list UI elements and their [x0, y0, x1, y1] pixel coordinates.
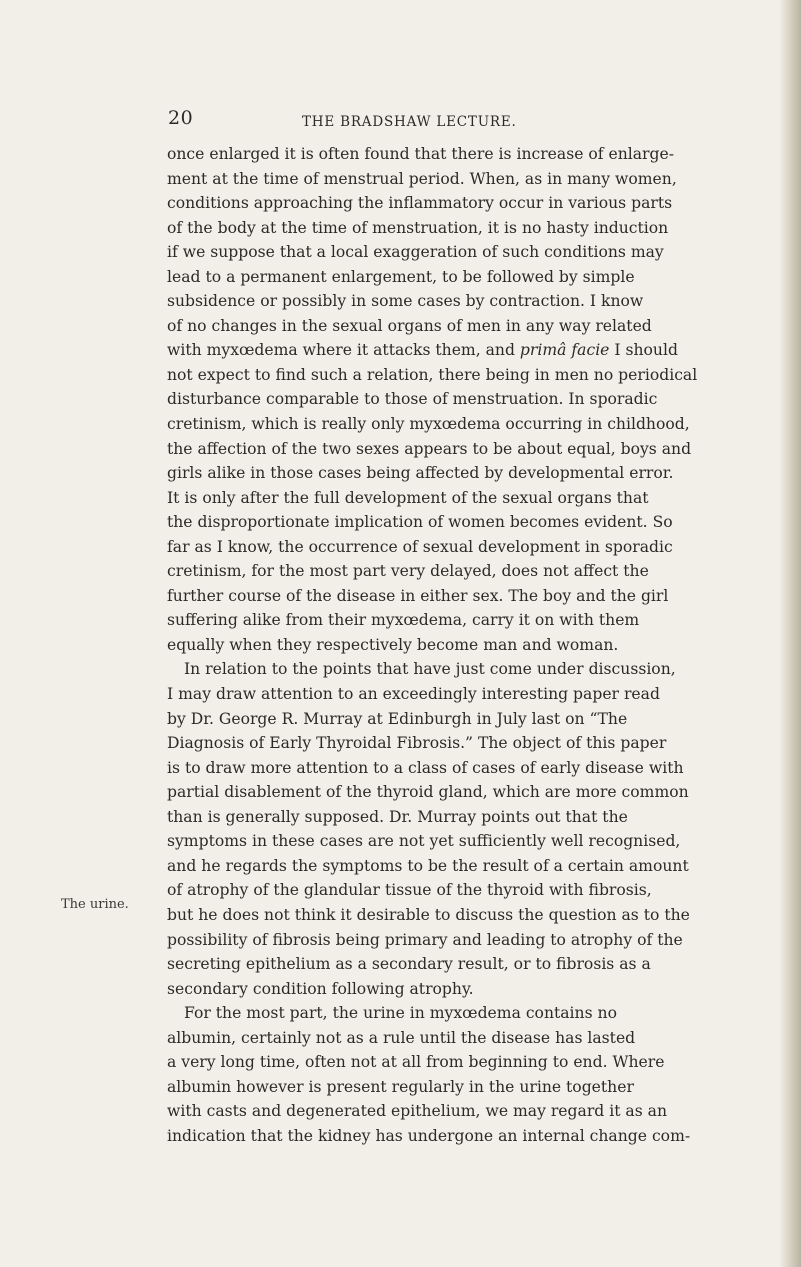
text-line: the disproportionate implication of women becomes evident. So: [167, 513, 673, 532]
text-line: cretinism, for the most part very delayed, does not affect the: [167, 562, 649, 581]
text-line: [167, 338, 678, 363]
text-line: further course of the disease in either sex. The boy and the girl: [167, 586, 669, 605]
text-line: of atrophy of the glandular tissue of the thyroid with fibrosis,: [167, 881, 652, 900]
text-line: albumin, certainly not as a rule until the disease has lasted: [167, 1028, 636, 1047]
text-line: of the body at the time of menstruation, it is no hasty induction: [167, 218, 669, 237]
text-line: conditions approaching the inflammatory occur in various parts: [167, 194, 673, 213]
margin-note: The urine.: [61, 897, 129, 912]
text-line: indication that the kidney has undergone an internal change com-: [167, 1126, 691, 1145]
text-line: For the most part, the urine in myxœdema contains no: [184, 1004, 617, 1023]
text-line: but he does not think it desirable to discuss the question as to the: [167, 905, 690, 924]
text-line: if we suppose that a local exaggeration of such conditions may: [167, 243, 664, 262]
text-line: It is only after the full development of the sexual organs that: [167, 488, 649, 507]
text-line: not expect to find such a relation, there being in men no periodical: [167, 365, 698, 384]
body-text: [167, 142, 698, 1148]
text-line: In relation to the points that have just come under discussion,: [184, 660, 676, 679]
text-line: Diagnosis of Early Thyroidal Fibrosis.” The object of this paper: [167, 734, 667, 753]
text-line: and he regards the symptoms to be the result of a certain amount: [167, 856, 689, 875]
text-line: disturbance comparable to those of menstruation. In sporadic: [167, 390, 658, 409]
text-line: far as I know, the occurrence of sexual development in sporadic: [167, 537, 673, 556]
text-line: I may draw attention to an exceedingly interesting paper read: [167, 685, 660, 704]
italic-phrase: primâ facie: [519, 341, 610, 360]
page-number: 20: [168, 107, 194, 129]
text-line: girls alike in those cases being affected by developmental error.: [167, 464, 674, 483]
text-line: secreting epithelium as a secondary result, or to fibrosis as a: [167, 955, 651, 974]
page-edge-shadow: [779, 0, 801, 1267]
text-line: once enlarged it is often found that there is increase of enlarge-: [167, 145, 674, 163]
text-line: than is generally supposed. Dr. Murray points out that the: [167, 807, 628, 826]
text-line: by Dr. George R. Murray at Edinburgh in July last on “The: [167, 709, 628, 728]
text-line: of no changes in the sexual organs of men in any way related: [167, 316, 652, 335]
text-line: a very long time, often not at all from beginning to end. Where: [167, 1053, 665, 1072]
text-line: secondary condition following atrophy.: [167, 979, 474, 998]
text-line: subsidence or possibly in some cases by contraction. I know: [167, 292, 644, 311]
text-line: albumin however is present regularly in the urine together: [167, 1077, 634, 1096]
running-title: THE BRADSHAW LECTURE.: [302, 114, 517, 130]
text-line: lead to a permanent enlargement, to be followed by simple: [167, 267, 635, 286]
text-line: possibility of fibrosis being primary and leading to atrophy of the: [167, 930, 683, 949]
text-line: cretinism, which is really only myxœdema occurring in childhood,: [167, 415, 690, 434]
text-run: with myxœdema where it attacks them, and: [167, 341, 520, 360]
text-line: with casts and degenerated epithelium, we may regard it as an: [167, 1102, 668, 1121]
text-line: is to draw more attention to a class of cases of early disease with: [167, 758, 684, 777]
text-line: equally when they respectively become man and woman.: [167, 635, 619, 654]
text-run: I should: [609, 341, 678, 360]
text-line: partial disablement of the thyroid gland, which are more common: [167, 783, 689, 802]
text-line: the affection of the two sexes appears to be about equal, boys and: [167, 439, 692, 458]
text-line: suffering alike from their myxœdema, carry it on with them: [167, 611, 640, 630]
text-line: symptoms in these cases are not yet sufficiently well recognised,: [167, 832, 681, 851]
text-line: ment at the time of menstrual period. When, as in many women,: [167, 169, 677, 188]
